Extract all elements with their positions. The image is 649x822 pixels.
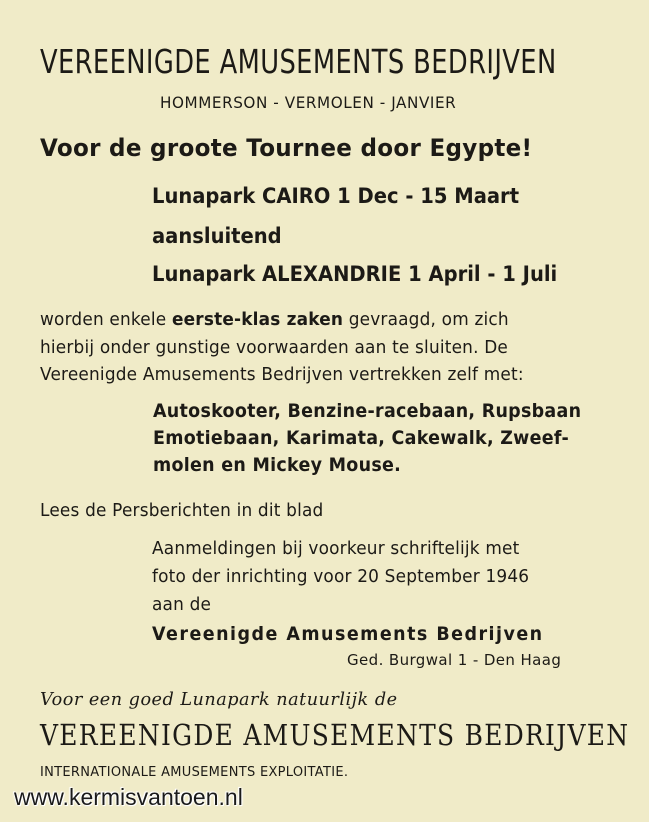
aanmelding-line-1: Aanmeldingen bij voorkeur schriftelijk met (152, 538, 520, 559)
footer-company-name: VEREENIGDE AMUSEMENTS BEDRIJVEN (40, 718, 630, 752)
slogan: Voor een goed Lunapark natuurlijk de (40, 689, 398, 710)
paragraph-line-2: hierbij onder gunstige voorwaarden aan te sluiten. De (40, 337, 509, 358)
ad-subtitle: HOMMERSON - VERMOLEN - JANVIER (160, 93, 457, 112)
aanmelding-line-3: aan de (152, 594, 212, 615)
ad-title: VEREENIGDE AMUSEMENTS BEDRIJVEN (40, 42, 557, 81)
rides-line-2: Emotiebaan, Karimata, Cakewalk, Zweef- (153, 427, 569, 449)
aanmelding-line-2: foto der inrichting voor 20 September 1946 (152, 566, 530, 587)
rides-line-3: molen en Mickey Mouse. (153, 454, 402, 476)
lunapark-alexandrie-line: Lunapark ALEXANDRIE 1 April - 1 Juli (152, 262, 558, 286)
lees-persberichten: Lees de Persberichten in dit blad (40, 500, 324, 521)
signature: Vereenigde Amusements Bedrijven (152, 623, 544, 645)
tour-heading: Voor de groote Tournee door Egypte! (40, 134, 533, 162)
paragraph-line-1-bold: eerste-klas zaken (171, 309, 344, 330)
website-watermark: www.kermisvantoen.nl (14, 784, 243, 810)
paragraph-line-1 (40, 309, 509, 330)
address: Ged. Burgwal 1 - Den Haag (347, 651, 562, 669)
footer-subtitle: INTERNATIONALE AMUSEMENTS EXPLOITATIE. (40, 765, 349, 780)
lunapark-cairo-line: Lunapark CAIRO 1 Dec - 15 Maart (152, 184, 520, 208)
aansluitend-line: aansluitend (152, 224, 282, 248)
paragraph-line-1-post: gevraagd, om zich (343, 309, 509, 330)
paragraph-line-1-pre: worden enkele (40, 309, 172, 330)
paragraph-line-3: Vereenigde Amusements Bedrijven vertrekken zelf met: (40, 364, 524, 385)
rides-line-1: Autoskooter, Benzine-racebaan, Rupsbaan (153, 400, 582, 422)
